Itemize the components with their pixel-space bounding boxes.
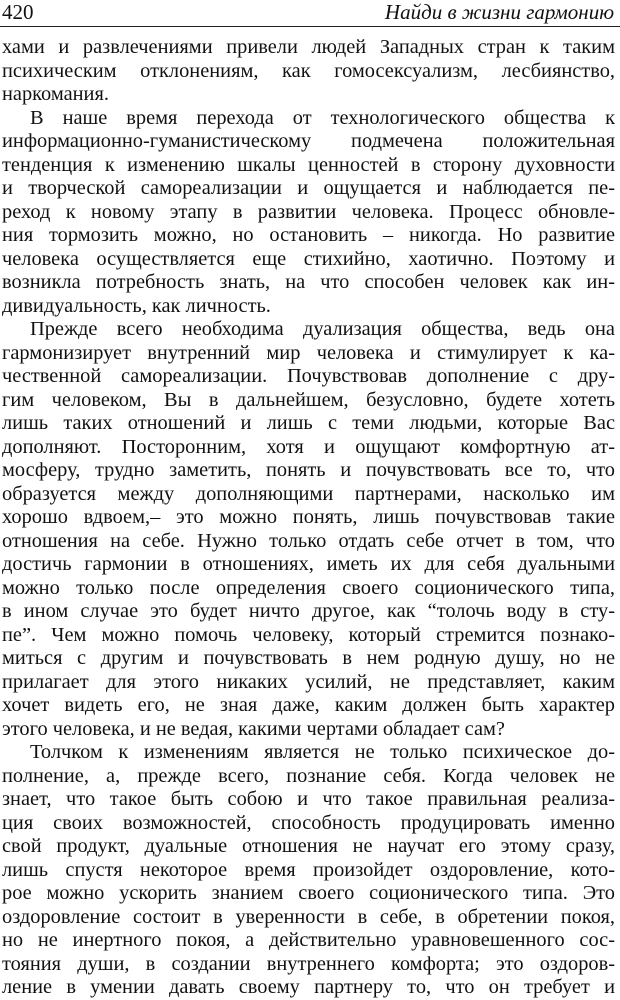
text-line: лишь спустя некоторое время произойдет оздоровление, кото- [2,858,615,881]
text-line: достичь гармонии в отношениях, иметь их для себя дуальными [2,553,615,575]
text-line: мосферу, трудно заметить, понять и почувствовать все то, что [2,459,615,481]
text-line: но не инертного покоя, а действительно уравновешенного сос- [2,929,615,951]
text-line: пе”. Чем можно помочь человеку, который стремится познако- [2,623,615,646]
page-number: 420 [2,0,34,24]
text-line: тенденция к изменению шкалы ценностей в сторону духовности [2,153,615,176]
text-line: отношения на себе. Нужно только отдать себе отчет в том, что [2,529,615,552]
text-line: хами и развлечениями привели людей Западных стран к таким [2,36,615,58]
text-line: наркомания. [2,83,109,105]
text-line: ния тормозить можно, но остановить – никогда. Но развитие [2,224,615,246]
text-line: реход к новому этапу в развитии человека. Процесс обновле- [2,200,615,223]
text-line: Толчком к изменениям является не только психическое до- [30,741,615,763]
text-line: дивидуальность, как личность. [2,294,271,317]
text-line: возникла потребность знать, на что способен человек как ин- [2,271,615,293]
text-line: полнение, а, прежде всего, познание себя. Когда человек не [2,764,615,787]
text-line: образуется между дополняющими партнерами, насколько им [2,482,615,505]
running-title: Найди в жизни гармонию [384,0,614,24]
text-line: информационно-гуманистическому подмечена положительная [2,130,615,152]
text-line: ление в умении давать своему партнеру то, что он требует и [2,976,615,998]
text-line: прилагает для этого никаких усилий, не представляет, каким [2,670,615,693]
text-line: свой продукт, дуальные отношения не научат его этому сразу, [2,835,615,857]
text-line: В наше время перехода от технологического общества к [30,106,615,129]
text-line: психическим отклонениям, как гомосексуализм, лесбиянство, [2,59,615,82]
text-line: хорошо вдвоем,– это можно понять, лишь почувствовав такие [2,506,615,528]
text-line: этого человека, и не ведая, какими чертами обладает сам? [2,717,505,740]
text-line: в ином случае это будет ничто другое, как “толочь воду в сту- [2,600,615,622]
body-text [2,36,615,1000]
text-line: Прежде всего необходима дуализация общества, ведь она [30,318,615,340]
text-line: лишь таких отношений и лишь с теми людьми, которые Вас [2,412,615,434]
text-line: знает, что такое быть собою и что такое правильная реализа- [2,788,615,810]
page-header [0,0,620,27]
text-line: оздоровление состоит в уверенности в себе, в обретении покоя, [2,905,615,928]
text-line: чественной самореализации. Почувствовав дополнение с дру- [2,365,615,387]
text-line: человека осуществляется еще стихийно, хаотично. Поэтому и [2,247,615,270]
text-line: и творческой самореализации и ощущается и наблюдается пе- [2,177,615,199]
text-line: гармонизирует внутренний мир человека и стимулирует к ка- [2,341,615,364]
text-line: рое можно ускорить знанием своего соционического типа. Это [2,882,615,904]
text-line: хочет видеть его, не зная даже, каким должен быть характер [2,694,615,716]
text-line: миться с другим и почувствовать в нем родную душу, но не [2,647,615,669]
text-line: гим человеком, Вы в дальнейшем, безусловно, будете хотеть [2,388,615,411]
text-line: дополняют. Посторонним, хотя и ощущают комфортную ат- [2,435,615,458]
text-line: ция своих возможностей, способность продуцировать именно [2,811,615,834]
text-line: можно только после определения своего соционического типа, [2,576,615,599]
text-line: тояния души, в создании внутреннего комфорта; это оздоров- [2,952,615,975]
